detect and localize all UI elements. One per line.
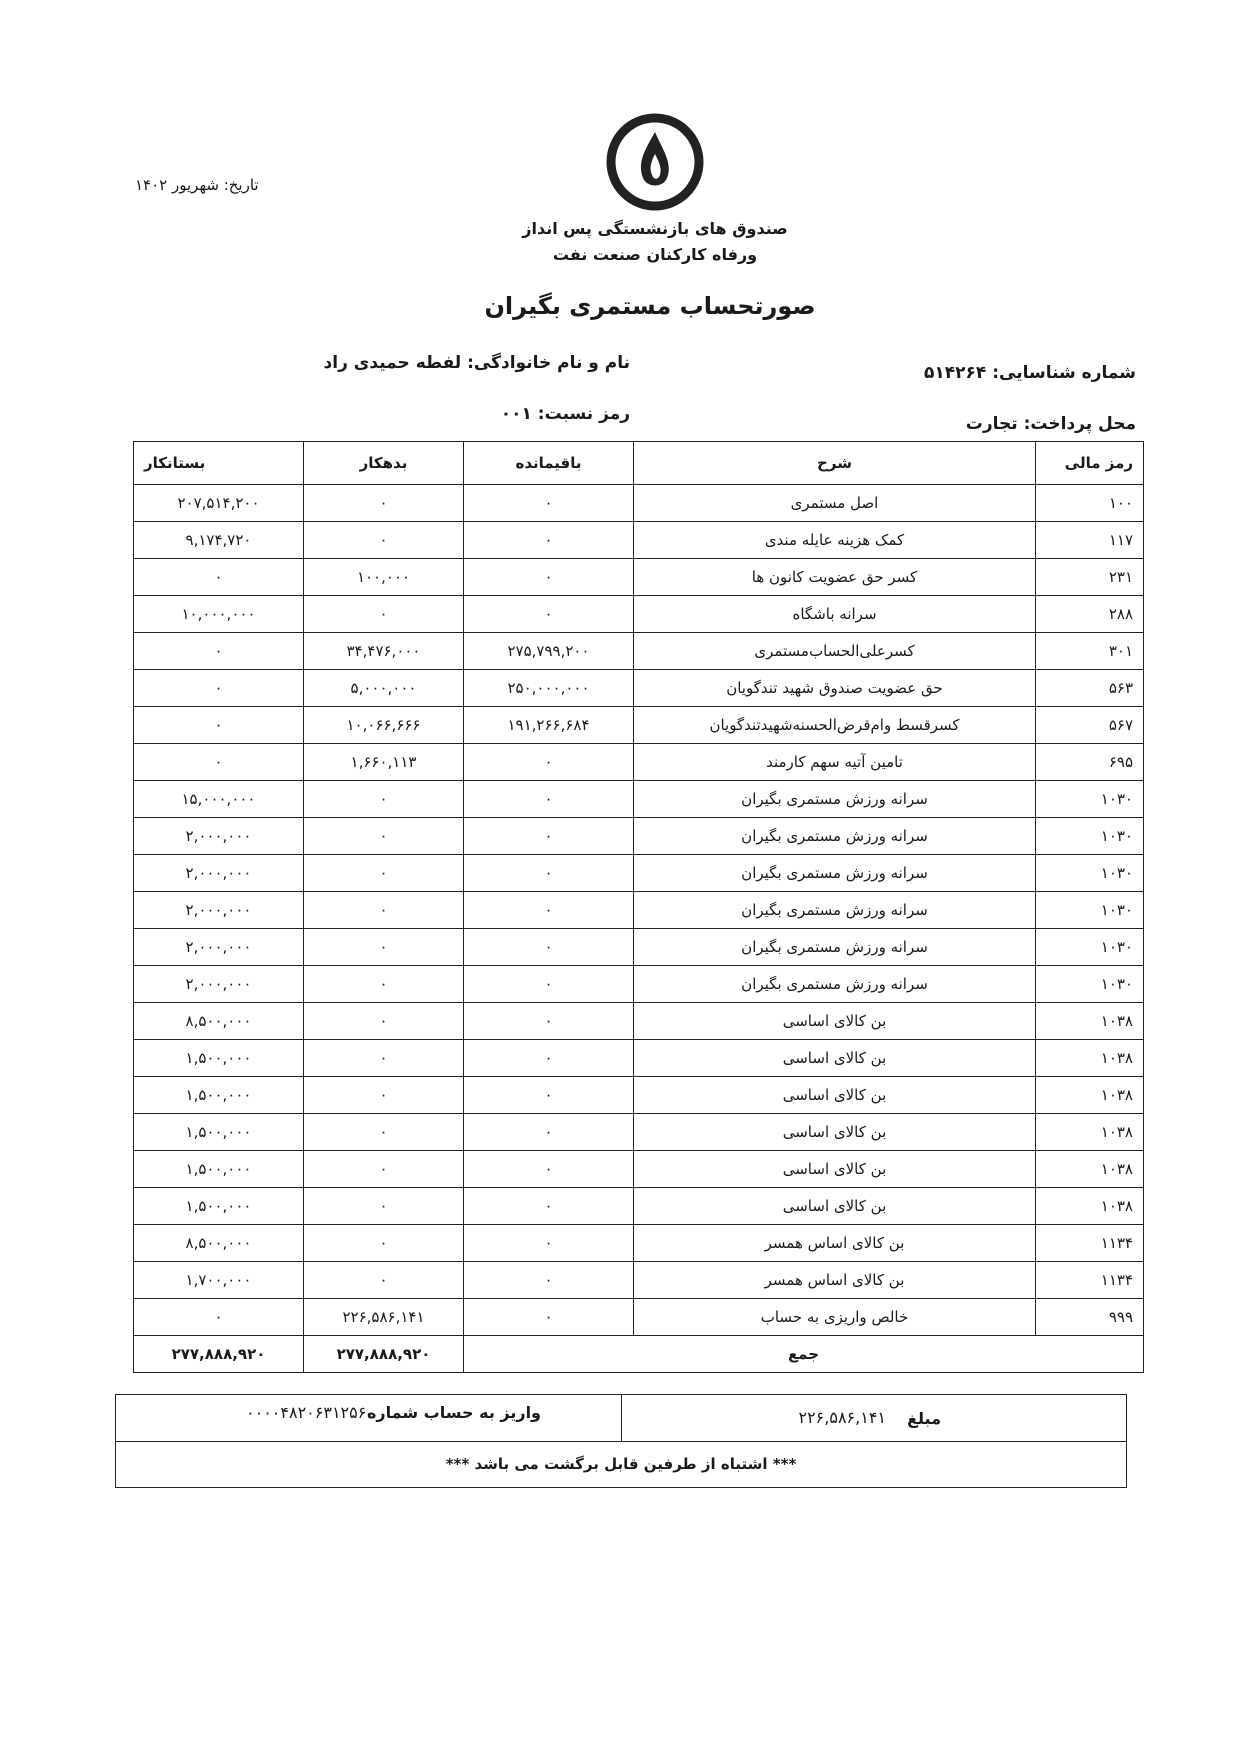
sum-row	[134, 1336, 1144, 1373]
relation-code: رمز نسبت: ۰۰۱	[500, 404, 630, 424]
cell-credit: ۲,۰۰۰,۰۰۰	[134, 818, 304, 855]
cell-remaining: ۰	[464, 1188, 634, 1225]
table-row	[134, 1225, 1144, 1262]
payment-divider	[621, 1395, 622, 1441]
cell-debit: ۰	[304, 818, 464, 855]
cell-debit: ۱,۶۶۰,۱۱۳	[304, 744, 464, 781]
cell-credit: ۱۰,۰۰۰,۰۰۰	[134, 596, 304, 633]
warning-note: *** اشتباه از طرفین قابل برگشت می باشد ***	[445, 1455, 797, 1473]
table-row	[134, 1040, 1144, 1077]
cell-desc: بن کالای اساسی	[634, 1003, 1036, 1040]
col-header-code: رمز مالی	[1036, 442, 1144, 485]
cell-desc: سرانه ورزش مستمری بگیران	[634, 818, 1036, 855]
cell-remaining: ۰	[464, 1040, 634, 1077]
cell-remaining: ۲۵۰,۰۰۰,۰۰۰	[464, 670, 634, 707]
cell-desc: بن کالای اساسی	[634, 1188, 1036, 1225]
cell-credit: ۰	[134, 744, 304, 781]
cell-credit: ۰	[134, 559, 304, 596]
cell-remaining: ۰	[464, 892, 634, 929]
sum-label: جمع	[464, 1336, 1144, 1373]
col-header-debit: بدهکار	[304, 442, 464, 485]
cell-remaining: ۰	[464, 559, 634, 596]
cell-desc: کسرعلی‌الحساب‌مستمری	[634, 633, 1036, 670]
cell-code: ۵۶۳	[1036, 670, 1144, 707]
cell-debit: ۰	[304, 1225, 464, 1262]
page-title: صورتحساب مستمری بگیران	[484, 292, 816, 320]
cell-credit: ۸,۵۰۰,۰۰۰	[134, 1225, 304, 1262]
cell-credit: ۱,۵۰۰,۰۰۰	[134, 1188, 304, 1225]
table-row	[134, 966, 1144, 1003]
account-label: واریز به حساب شماره	[366, 1403, 541, 1422]
cell-desc: حق عضویت صندوق شهید تندگویان	[634, 670, 1036, 707]
cell-code: ۱۱۳۴	[1036, 1225, 1144, 1262]
cell-credit: ۲,۰۰۰,۰۰۰	[134, 929, 304, 966]
cell-remaining: ۰	[464, 818, 634, 855]
table-row	[134, 855, 1144, 892]
cell-code: ۱۰۳۰	[1036, 966, 1144, 1003]
cell-code: ۵۶۷	[1036, 707, 1144, 744]
cell-debit: ۰	[304, 522, 464, 559]
cell-credit: ۰	[134, 670, 304, 707]
cell-desc: سرانه ورزش مستمری بگیران	[634, 892, 1036, 929]
cell-desc: تامین آتیه سهم کارمند	[634, 744, 1036, 781]
cell-code: ۱۰۳۰	[1036, 892, 1144, 929]
table-row	[134, 485, 1144, 522]
table-row	[134, 670, 1144, 707]
org-name-line1: صندوق های بازنشستگی پس انداز	[522, 219, 788, 238]
cell-debit: ۰	[304, 485, 464, 522]
cell-remaining: ۰	[464, 1299, 634, 1336]
cell-debit: ۰	[304, 855, 464, 892]
cell-debit: ۳۴,۴۷۶,۰۰۰	[304, 633, 464, 670]
cell-code: ۱۰۳۰	[1036, 929, 1144, 966]
cell-credit: ۰	[134, 1299, 304, 1336]
cell-code: ۱۰۳۸	[1036, 1151, 1144, 1188]
cell-remaining: ۰	[464, 744, 634, 781]
cell-remaining: ۰	[464, 781, 634, 818]
cell-debit: ۰	[304, 1077, 464, 1114]
fund-logo-icon	[585, 110, 725, 230]
cell-credit: ۰	[134, 707, 304, 744]
id-number: شماره شناسایی: ۵۱۴۲۶۴	[924, 363, 1136, 383]
cell-debit: ۰	[304, 1114, 464, 1151]
cell-code: ۱۰۳۸	[1036, 1040, 1144, 1077]
cell-debit: ۱۰,۰۶۶,۶۶۶	[304, 707, 464, 744]
cell-debit: ۰	[304, 966, 464, 1003]
table-header-row	[134, 442, 1144, 485]
payment-box	[115, 1394, 1127, 1488]
cell-credit: ۲,۰۰۰,۰۰۰	[134, 892, 304, 929]
cell-remaining: ۰	[464, 966, 634, 1003]
cell-remaining: ۰	[464, 929, 634, 966]
cell-remaining: ۰	[464, 855, 634, 892]
cell-remaining: ۰	[464, 485, 634, 522]
cell-credit: ۱,۷۰۰,۰۰۰	[134, 1262, 304, 1299]
cell-debit: ۰	[304, 892, 464, 929]
table-row	[134, 559, 1144, 596]
cell-debit: ۰	[304, 596, 464, 633]
cell-desc: کسر حق عضویت کانون ها	[634, 559, 1036, 596]
col-header-credit: بستانکار	[134, 442, 304, 485]
statement-date: تاریخ: شهریور ۱۴۰۲	[135, 176, 259, 194]
col-header-remaining: باقیمانده	[464, 442, 634, 485]
cell-code: ۳۰۱	[1036, 633, 1144, 670]
cell-code: ۲۸۸	[1036, 596, 1144, 633]
cell-code: ۱۱۷	[1036, 522, 1144, 559]
cell-desc: اصل مستمری	[634, 485, 1036, 522]
cell-code: ۱۰۳۸	[1036, 1077, 1144, 1114]
cell-code: ۲۳۱	[1036, 559, 1144, 596]
cell-credit: ۸,۵۰۰,۰۰۰	[134, 1003, 304, 1040]
cell-desc: سرانه ورزش مستمری بگیران	[634, 855, 1036, 892]
cell-debit: ۰	[304, 929, 464, 966]
cell-debit: ۱۰۰,۰۰۰	[304, 559, 464, 596]
cell-debit: ۰	[304, 1003, 464, 1040]
table-row	[134, 1003, 1144, 1040]
cell-debit: ۰	[304, 1188, 464, 1225]
table-row	[134, 818, 1144, 855]
org-name-line2: ورفاه کارکنان صنعت نفت	[552, 245, 758, 264]
cell-code: ۱۱۳۴	[1036, 1262, 1144, 1299]
cell-code: ۱۰۳۸	[1036, 1003, 1144, 1040]
table-row	[134, 1151, 1144, 1188]
cell-remaining: ۰	[464, 1225, 634, 1262]
table-row	[134, 633, 1144, 670]
cell-desc: سرانه ورزش مستمری بگیران	[634, 781, 1036, 818]
cell-remaining: ۲۷۵,۷۹۹,۲۰۰	[464, 633, 634, 670]
cell-credit: ۲۰۷,۵۱۴,۲۰۰	[134, 485, 304, 522]
cell-debit: ۰	[304, 781, 464, 818]
table-row	[134, 1077, 1144, 1114]
table-row	[134, 707, 1144, 744]
cell-code: ۱۰۳۸	[1036, 1188, 1144, 1225]
cell-remaining: ۰	[464, 596, 634, 633]
cell-credit: ۱,۵۰۰,۰۰۰	[134, 1040, 304, 1077]
cell-remaining: ۰	[464, 522, 634, 559]
cell-remaining: ۰	[464, 1114, 634, 1151]
table-row	[134, 781, 1144, 818]
col-header-desc: شرح	[634, 442, 1036, 485]
cell-code: ۱۰۰	[1036, 485, 1144, 522]
full-name: نام و نام خانوادگی: لفطه حمیدی راد	[323, 353, 630, 373]
cell-credit: ۱,۵۰۰,۰۰۰	[134, 1077, 304, 1114]
cell-credit: ۱,۵۰۰,۰۰۰	[134, 1114, 304, 1151]
cell-desc: بن کالای اساس همسر	[634, 1262, 1036, 1299]
table-row	[134, 522, 1144, 559]
cell-credit: ۲,۰۰۰,۰۰۰	[134, 966, 304, 1003]
statement-table	[133, 441, 1144, 1373]
cell-debit: ۰	[304, 1040, 464, 1077]
cell-code: ۱۰۳۸	[1036, 1114, 1144, 1151]
cell-desc: بن کالای اساس همسر	[634, 1225, 1036, 1262]
cell-desc: بن کالای اساسی	[634, 1077, 1036, 1114]
cell-desc: کسرقسط وام‌قرض‌الحسنه‌شهیدتندگویان	[634, 707, 1036, 744]
cell-code: ۱۰۳۰	[1036, 855, 1144, 892]
cell-credit: ۱۵,۰۰۰,۰۰۰	[134, 781, 304, 818]
cell-remaining: ۰	[464, 1077, 634, 1114]
cell-remaining: ۰	[464, 1262, 634, 1299]
table-row	[134, 596, 1144, 633]
cell-credit: ۹,۱۷۴,۷۲۰	[134, 522, 304, 559]
cell-desc: بن کالای اساسی	[634, 1151, 1036, 1188]
table-row	[134, 1114, 1144, 1151]
cell-desc: بن کالای اساسی	[634, 1040, 1036, 1077]
cell-code: ۶۹۵	[1036, 744, 1144, 781]
cell-debit: ۰	[304, 1151, 464, 1188]
cell-credit: ۰	[134, 633, 304, 670]
payment-place: محل پرداخت: تجارت	[965, 414, 1136, 434]
cell-remaining: ۰	[464, 1003, 634, 1040]
sum-debit: ۲۷۷,۸۸۸,۹۲۰	[304, 1336, 464, 1373]
table-row	[134, 1188, 1144, 1225]
cell-desc: کمک هزینه عایله مندی	[634, 522, 1036, 559]
cell-desc: خالص واریزی به حساب	[634, 1299, 1036, 1336]
org-name	[520, 216, 790, 268]
cell-code: ۹۹۹	[1036, 1299, 1144, 1336]
cell-debit: ۵,۰۰۰,۰۰۰	[304, 670, 464, 707]
cell-desc: سرانه ورزش مستمری بگیران	[634, 966, 1036, 1003]
table-row	[134, 1299, 1144, 1336]
table-row	[134, 744, 1144, 781]
payment-row	[116, 1395, 1126, 1442]
cell-desc: سرانه ورزش مستمری بگیران	[634, 929, 1036, 966]
cell-debit: ۰	[304, 1262, 464, 1299]
cell-remaining: ۱۹۱,۲۶۶,۶۸۴	[464, 707, 634, 744]
cell-desc: بن کالای اساسی	[634, 1114, 1036, 1151]
cell-code: ۱۰۳۰	[1036, 781, 1144, 818]
cell-debit: ۲۲۶,۵۸۶,۱۴۱	[304, 1299, 464, 1336]
cell-desc: سرانه باشگاه	[634, 596, 1036, 633]
cell-remaining: ۰	[464, 1151, 634, 1188]
cell-credit: ۲,۰۰۰,۰۰۰	[134, 855, 304, 892]
cell-credit: ۱,۵۰۰,۰۰۰	[134, 1151, 304, 1188]
account-number: ۰۰۰۰۴۸۲۰۶۳۱۲۵۶	[246, 1403, 367, 1422]
table-row	[134, 929, 1144, 966]
table-row	[134, 1262, 1144, 1299]
cell-code: ۱۰۳۰	[1036, 818, 1144, 855]
amount-label: مبلغ	[907, 1409, 941, 1428]
sum-credit: ۲۷۷,۸۸۸,۹۲۰	[134, 1336, 304, 1373]
table-row	[134, 892, 1144, 929]
amount-value: ۲۲۶,۵۸۶,۱۴۱	[798, 1408, 886, 1427]
